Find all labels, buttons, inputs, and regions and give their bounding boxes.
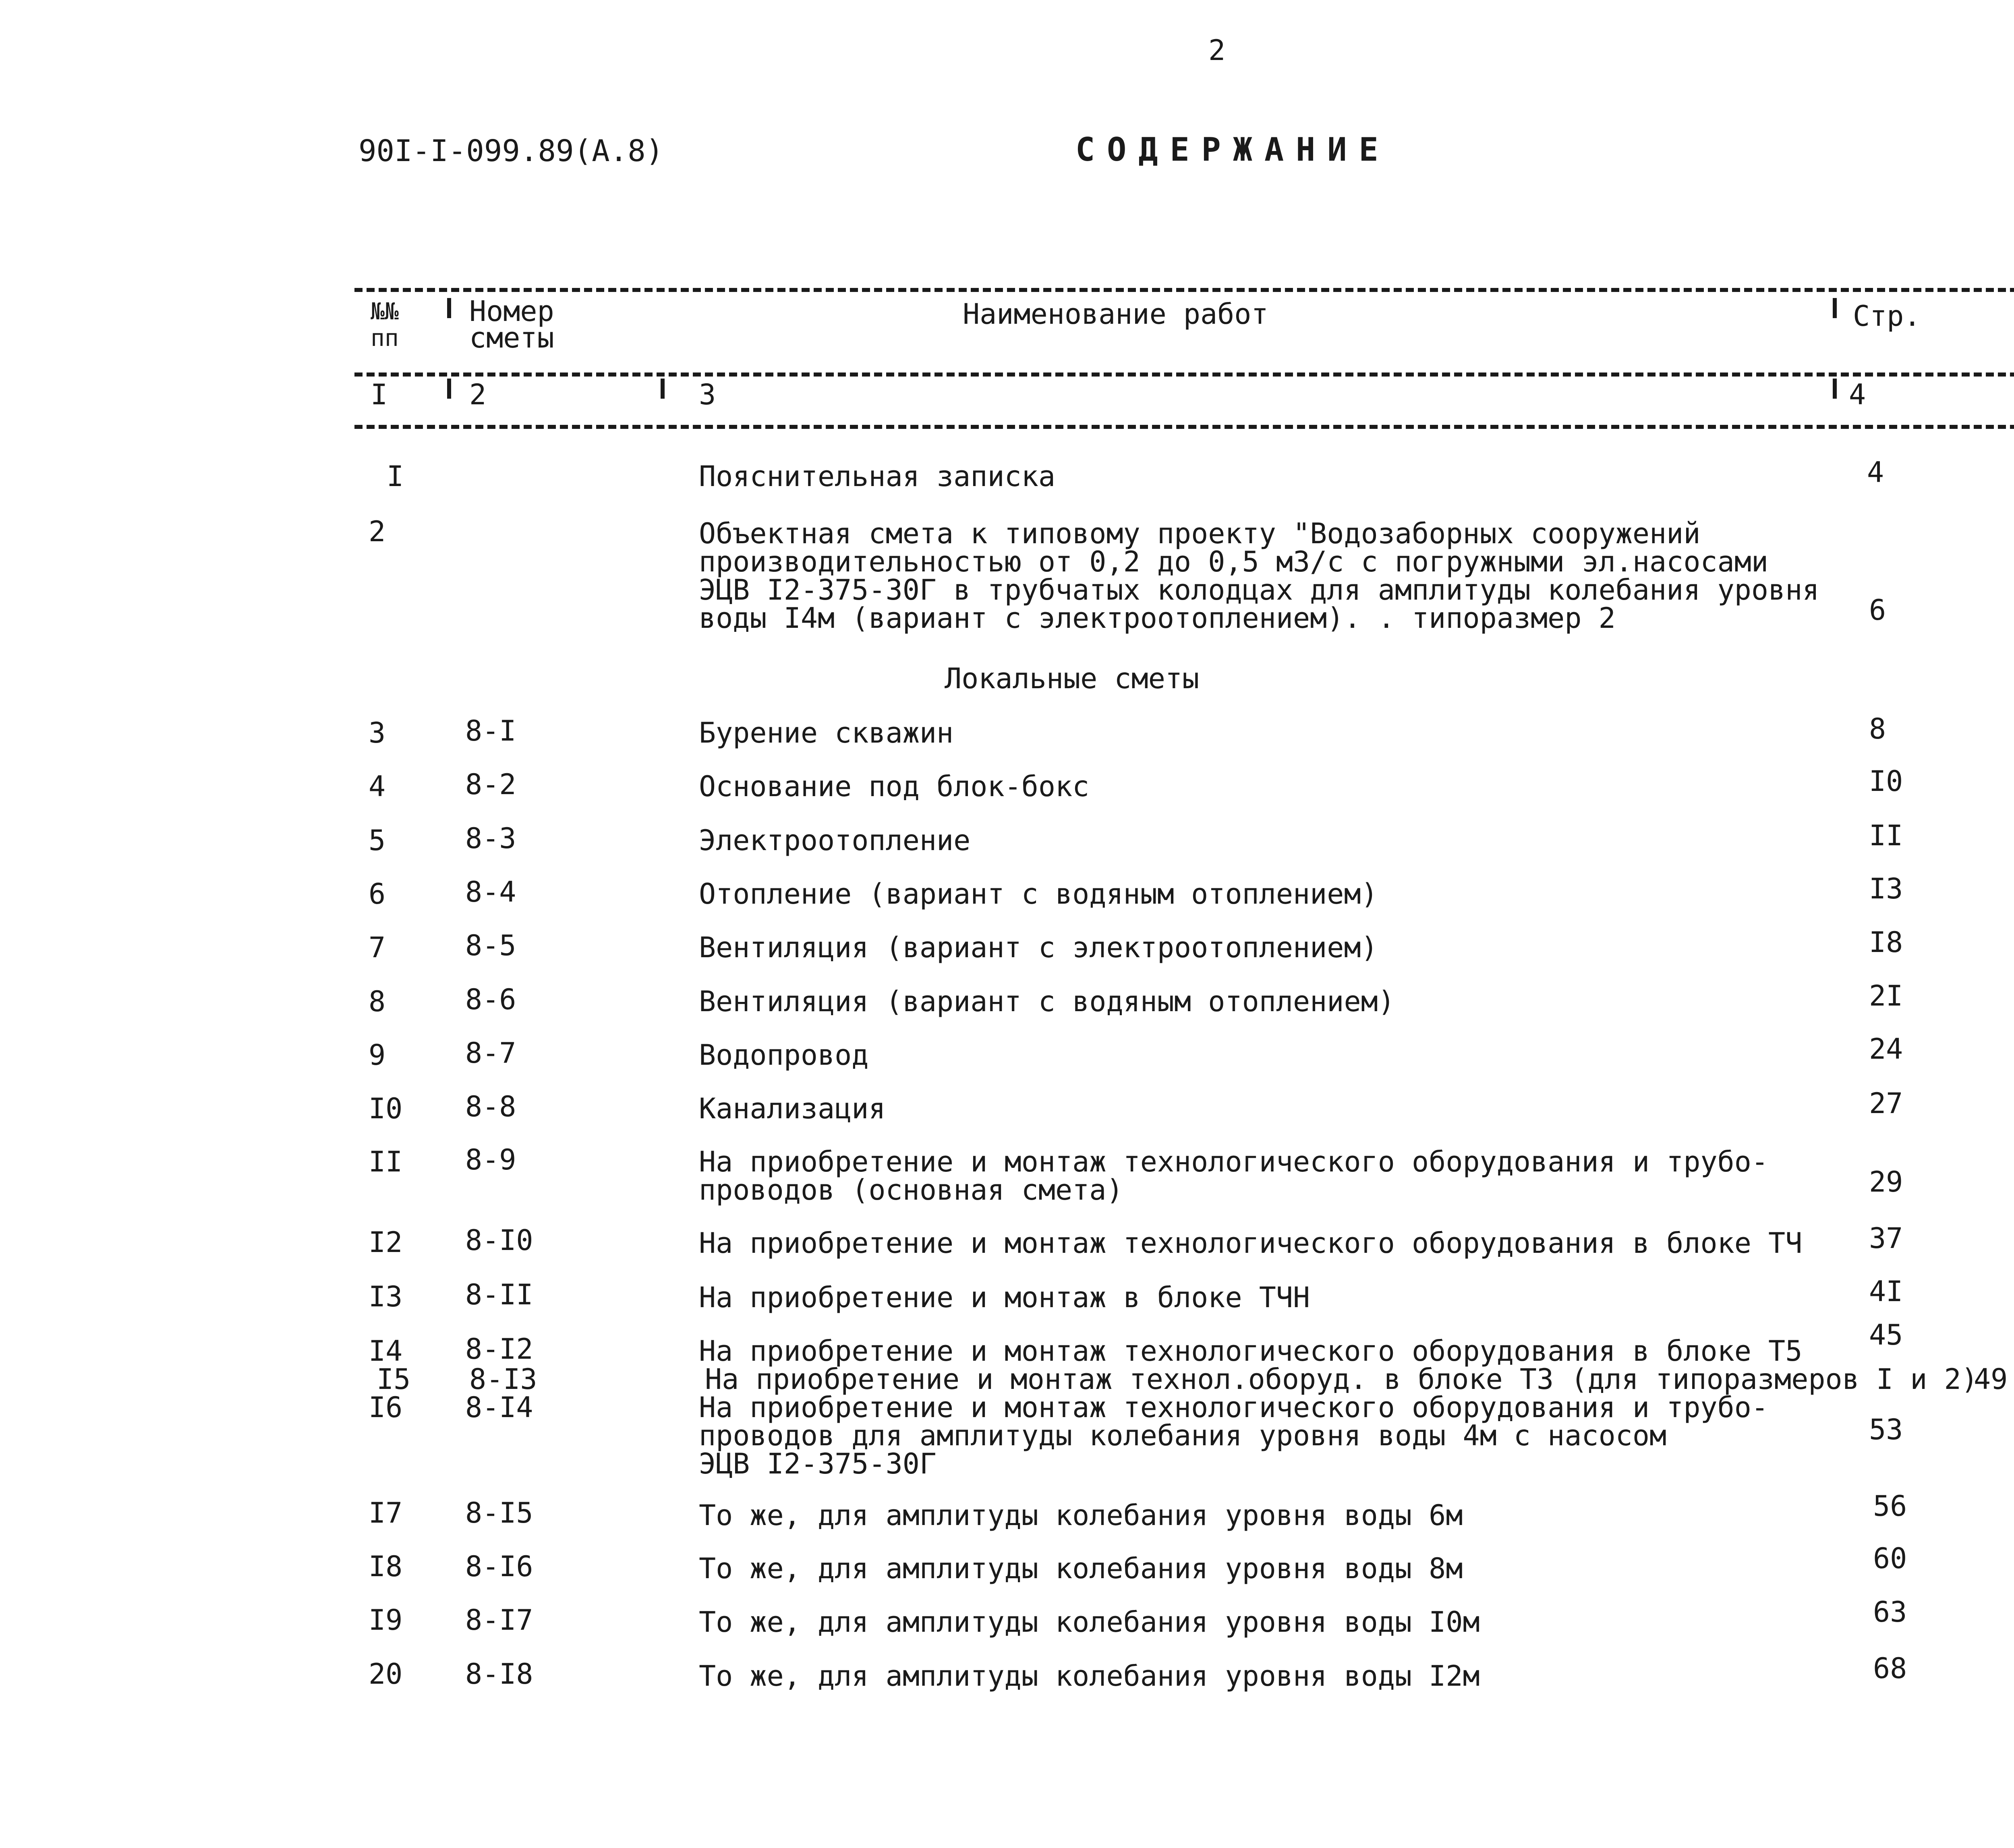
- col-index-4: 4: [1849, 378, 1866, 411]
- header-top-rule: [354, 288, 2014, 292]
- row-work-name: То же, для амплитуды колебания уровня воды I0м: [699, 1606, 1480, 1639]
- row-work-name: На приобретение и монтаж технологического оборудования и трубо- проводов (основная смета): [699, 1145, 1769, 1206]
- row-estimate-code: 8-4: [465, 875, 516, 908]
- row-page: 56: [1873, 1490, 1907, 1523]
- row-estimate-code: 8-I6: [465, 1550, 533, 1583]
- row-number: I6: [369, 1391, 403, 1424]
- header-col-divider: [661, 379, 665, 399]
- row-estimate-code: 8-I2: [465, 1333, 533, 1366]
- row-page: I3: [1869, 872, 1903, 905]
- row-estimate-code: 8-I4: [465, 1391, 533, 1424]
- row-work-name: Вентиляция (вариант с электроотоплением): [699, 931, 1378, 964]
- row-page: I0: [1869, 765, 1903, 798]
- row-page: 68: [1873, 1652, 1907, 1685]
- row-number: 6: [369, 877, 386, 911]
- row-number: I3: [369, 1280, 403, 1313]
- row-estimate-code: 8-I5: [465, 1496, 533, 1529]
- row-work-name: На приобретение и монтаж технологического оборудования в блоке Т5: [699, 1335, 1803, 1368]
- document-code: 90I-I-099.89(A.8): [358, 134, 664, 168]
- header-bottom-rule: [354, 425, 2014, 429]
- row-page: 24: [1869, 1033, 1903, 1066]
- row-page: 53: [1869, 1413, 1903, 1446]
- row-estimate-code: 8-I3: [469, 1363, 537, 1396]
- row-estimate-code: 8-2: [465, 768, 516, 801]
- row-work-name: Водопровод: [699, 1039, 869, 1072]
- row-work-name: То же, для амплитуды колебания уровня воды 6м: [699, 1499, 1463, 1532]
- col-header-page: Стр.: [1853, 300, 1921, 333]
- row-work-name: На приобретение и монтаж в блоке ТЧН: [699, 1281, 1310, 1314]
- row-page: 27: [1869, 1087, 1903, 1120]
- col-header-work-name: Наименование работ: [963, 298, 1268, 331]
- row-number: 5: [369, 824, 386, 857]
- row-work-name: Объектная смета к типовому проекту "Водозаборных сооружений производительностью от 0,2 до 0,5 м3/с с погружными эл.насосами ЭЦВ I2-375-30Г в трубчатых колодцах для амплитуды колебания уровня воды I4м (вариант с электроотоплением). . типоразмер 2: [699, 517, 1819, 635]
- row-number: 9: [369, 1039, 386, 1072]
- row-number: I4: [369, 1335, 403, 1368]
- row-estimate-code: 8-5: [465, 929, 516, 962]
- header-col-divider: [447, 298, 451, 318]
- row-estimate-code: 8-I8: [465, 1658, 533, 1691]
- row-page: I8: [1869, 926, 1903, 959]
- row-estimate-code: 8-9: [465, 1143, 516, 1176]
- row-estimate-code: 8-I0: [465, 1224, 533, 1257]
- row-estimate-code: 8-8: [465, 1090, 516, 1123]
- row-page: 37: [1869, 1222, 1903, 1255]
- header-col-divider: [447, 379, 451, 399]
- row-page: 63: [1873, 1596, 1907, 1629]
- row-work-name: Электроотопление: [699, 824, 971, 857]
- row-number: I7: [369, 1496, 403, 1529]
- row-estimate-code: 8-7: [465, 1037, 516, 1070]
- row-work-name: Отопление (вариант с водяным отоплением): [699, 877, 1378, 911]
- row-page: II: [1869, 819, 1903, 852]
- row-number: I8: [369, 1550, 403, 1583]
- row-work-name: То же, для амплитуды колебания уровня воды I2м: [699, 1660, 1480, 1693]
- row-number: I9: [369, 1604, 403, 1637]
- row-number: 20: [369, 1658, 403, 1691]
- section-title-local-estimates: Локальные сметы: [945, 662, 1200, 695]
- row-number: II: [369, 1145, 403, 1178]
- row-estimate-code: 8-I7: [465, 1604, 533, 1637]
- row-work-name: Пояснительная записка: [699, 460, 1056, 493]
- row-number: 2: [369, 515, 386, 548]
- row-work-name: На приобретение и монтаж технологического оборудования и трубо- проводов для амплитуды колебания уровня воды 4м с насосом ЭЦВ I2-375-30Г: [699, 1391, 1769, 1480]
- row-number: I: [387, 460, 404, 493]
- row-page: 29: [1869, 1165, 1903, 1198]
- col-index-2: 2: [469, 378, 487, 411]
- row-work-name: Канализация: [699, 1092, 886, 1125]
- row-page: 60: [1873, 1542, 1907, 1575]
- row-number: 4: [369, 770, 386, 803]
- row-number: 8: [369, 985, 386, 1018]
- row-page: 45: [1869, 1318, 1903, 1351]
- col-header-estimate-number: Номер сметы: [469, 295, 554, 354]
- header-middle-rule: [354, 372, 2014, 377]
- row-estimate-code: 8-6: [465, 983, 516, 1016]
- row-number: 3: [369, 716, 386, 749]
- row-number: I2: [369, 1226, 403, 1259]
- row-estimate-code: 8-I: [465, 714, 516, 747]
- row-page: 2I: [1869, 979, 1903, 1012]
- row-estimate-code: 8-3: [465, 822, 516, 855]
- row-estimate-code: 8-II: [465, 1278, 533, 1311]
- row-work-name: Основание под блок-бокс: [699, 770, 1090, 803]
- row-work-name: На приобретение и монтаж технологического оборудования в блоке ТЧ: [699, 1227, 1803, 1260]
- header-col-divider: [1833, 379, 1837, 399]
- page-title: СОДЕРЖАНИЕ: [1075, 131, 1390, 168]
- row-work-name: На приобретение и монтаж технол.оборуд. в блоке Т3 (для типоразмеров I и 2): [705, 1363, 1978, 1396]
- page-number: 2: [1208, 34, 1226, 67]
- col-index-3: 3: [699, 378, 716, 411]
- header-col-divider: [1833, 298, 1837, 318]
- row-work-name: То же, для амплитуды колебания уровня воды 8м: [699, 1552, 1463, 1585]
- row-number: I5: [377, 1363, 411, 1396]
- row-number: I0: [369, 1092, 403, 1125]
- row-number: 7: [369, 931, 386, 964]
- row-page: 6: [1869, 594, 1886, 627]
- col-header-number: №№ пп: [371, 298, 399, 352]
- row-work-name: Бурение скважин: [699, 716, 954, 749]
- row-page: 49: [1974, 1363, 2008, 1396]
- col-index-1: I: [371, 378, 388, 411]
- row-page: 4: [1867, 456, 1884, 489]
- row-page: 4I: [1869, 1275, 1903, 1308]
- row-work-name: Вентиляция (вариант с водяным отоплением): [699, 985, 1395, 1018]
- row-page: 8: [1869, 712, 1886, 745]
